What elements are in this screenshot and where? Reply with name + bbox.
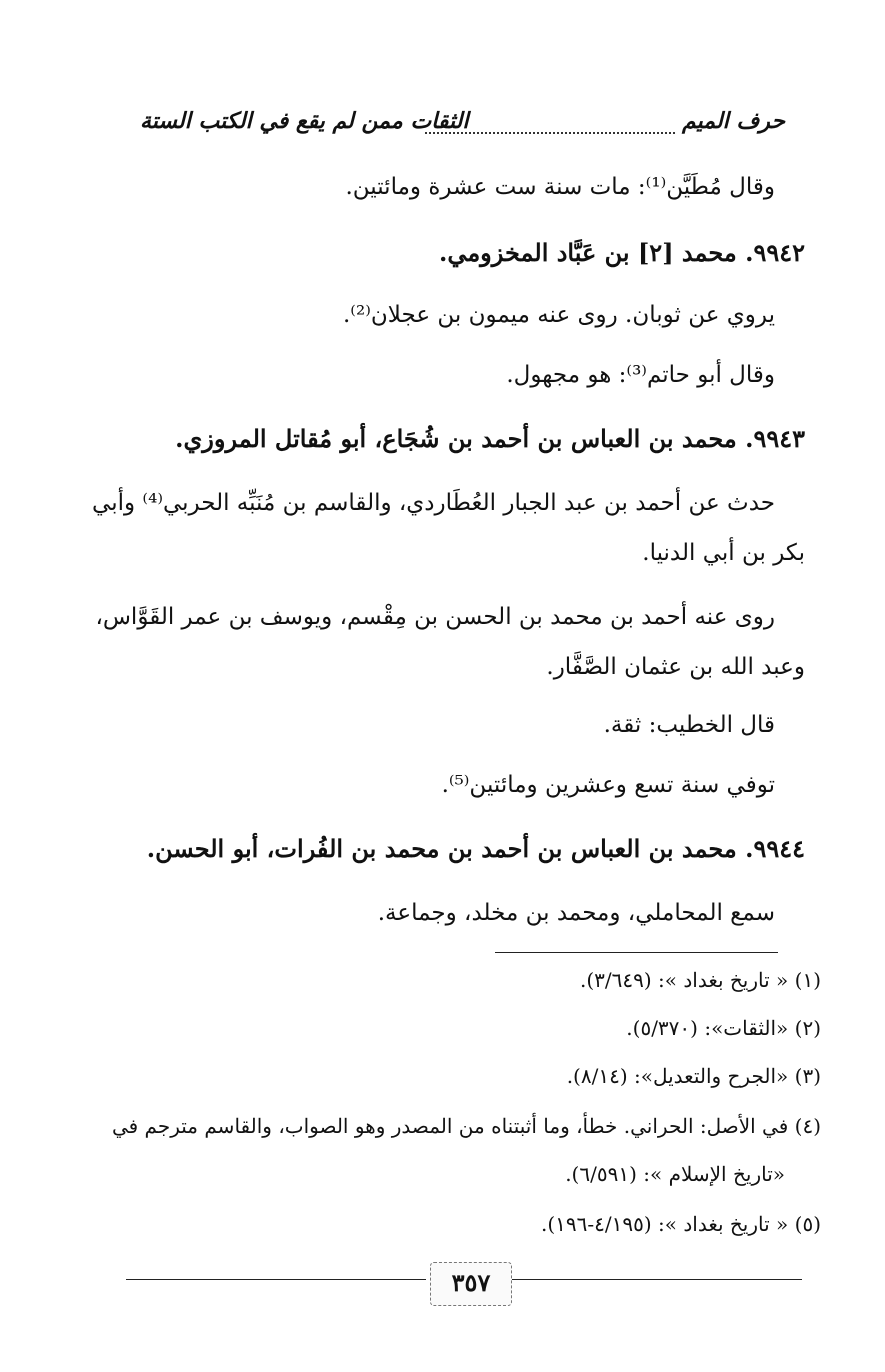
- body-line: وقال أبو حاتم⁽³⁾: هو مجهول.: [506, 362, 775, 388]
- running-header: [140, 108, 785, 144]
- body-line: وقال مُطَيَّن⁽¹⁾: مات سنة ست عشرة ومائتين.: [345, 174, 775, 200]
- footnote-2: (٢) «الثقات»: (٥/٣٧٠).: [626, 1016, 821, 1040]
- body-line: بكر بن أبي الدنيا.: [642, 540, 805, 566]
- body-line: قال الخطيب: ثقة.: [603, 712, 775, 738]
- footer-rule-left: [126, 1279, 426, 1280]
- footnote-3: (٣) «الجرح والتعديل»: (٨/١٤).: [566, 1064, 821, 1088]
- body-line: توفي سنة تسع وعشرين ومائتين⁽⁵⁾.: [441, 772, 775, 798]
- entry-heading-9943: ٩٩٤٣. محمد بن العباس بن أحمد بن شُجَاع، أبو مُقاتل المروزي.: [175, 424, 805, 453]
- body-line: روى عنه أحمد بن محمد بن الحسن بن مِقْسم، ويوسف بن عمر القَوَّاس،: [95, 604, 775, 630]
- body-line: وعبد الله بن عثمان الصَّفَّار.: [546, 654, 805, 680]
- body-line: سمع المحاملي، ومحمد بن مخلد، وجماعة.: [377, 900, 775, 926]
- body-line: حدث عن أحمد بن عبد الجبار العُطَاردي، والقاسم بن مُنَبِّه الحربي⁽⁴⁾ وأبي: [92, 490, 775, 516]
- entry-heading-9942: ٩٩٤٢. محمد [٢] بن عَبَّاد المخزومي.: [438, 238, 805, 267]
- body-line: يروي عن ثوبان. روى عنه ميمون بن عجلان⁽²⁾.: [343, 302, 775, 328]
- page-number: ٣٥٧: [430, 1262, 512, 1306]
- footnote-4-continued: «تاريخ الإسلام »: (٦/٥٩١).: [565, 1162, 785, 1186]
- footer-rule-right: [512, 1279, 802, 1280]
- footnote-5: (٥) « تاريخ بغداد »: (٤/١٩٥-١٩٦).: [540, 1212, 821, 1236]
- footnote-separator: [495, 952, 778, 953]
- chapter-title: حرف الميم: [681, 108, 785, 134]
- book-title: الثقات ممن لم يقع في الكتب الستة: [140, 108, 469, 134]
- footnote-4: (٤) في الأصل: الحراني. خطأ، وما أثبتناه من المصدر وهو الصواب، والقاسم مترجم في: [111, 1114, 821, 1138]
- footnote-1: (١) « تاريخ بغداد »: (٣/٦٤٩).: [579, 968, 821, 992]
- entry-heading-9944: ٩٩٤٤. محمد بن العباس بن أحمد بن محمد بن الفُرات، أبو الحسن.: [146, 834, 805, 863]
